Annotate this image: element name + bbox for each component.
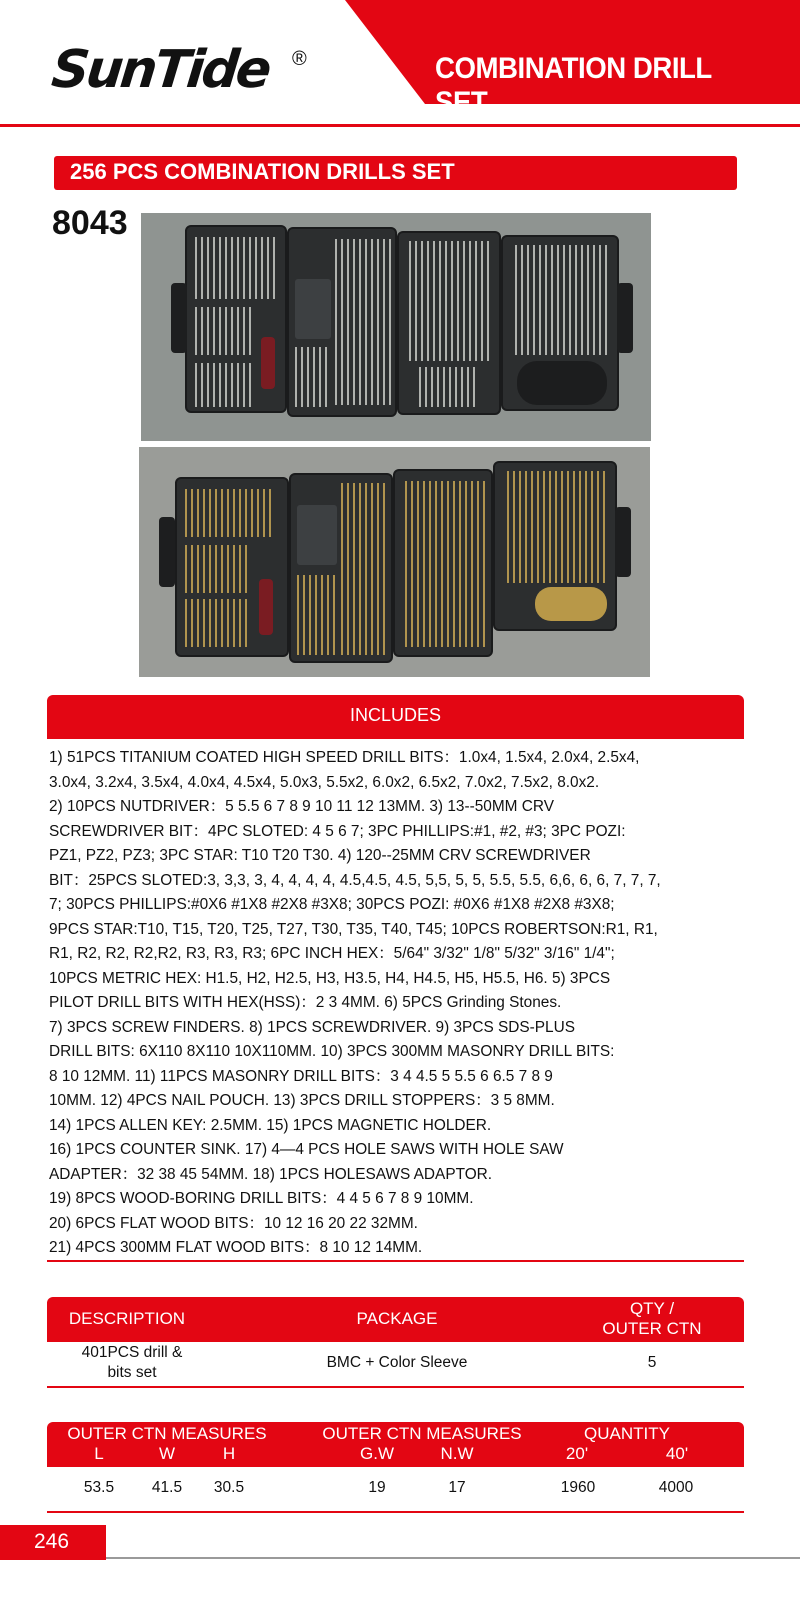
tool-case-panel xyxy=(185,225,287,413)
includes-line: PILOT DRILL BITS WITH HEX(HSS)：2 3 4MM. 6) 5PCS Grinding Stones. xyxy=(49,994,562,1011)
includes-line: 7) 3PCS SCREW FINDERS. 8) 1PCS SCREWDRIVER. 9) 3PCS SDS-PLUS xyxy=(49,1018,575,1036)
includes-line: 14) 1PCS ALLEN KEY: 2.5MM. 15) 1PCS MAGNETIC HOLDER. xyxy=(49,1116,492,1134)
package-table-header xyxy=(47,1297,744,1342)
includes-heading: INCLUDES xyxy=(47,695,744,739)
col-outer-weights: OUTER CTN MEASURES xyxy=(322,1424,522,1443)
includes-line: 3.0x4, 3.2x4, 3.5x4, 4.0x4, 4.5x4, 5.0x3, 5.5x2, 6.0x2, 6.5x2, 7.0x2, 7.5x2, 8.0x2. xyxy=(49,773,600,791)
tool-case-panel xyxy=(493,461,617,631)
carton-table-header xyxy=(47,1422,744,1467)
col-qty-line2: OUTER CTN xyxy=(602,1319,702,1338)
case-handle xyxy=(617,283,633,353)
case-handle xyxy=(159,517,175,587)
includes-line: 10PCS METRIC HEX: H1.5, H2, H2.5, H3, H3.5, H4, H4.5, H5, H5.5, H6. 5) 3PCS xyxy=(49,969,611,987)
page-header xyxy=(0,0,800,126)
cell-width: 41.5 xyxy=(151,1479,183,1496)
col-net-weight: N.W xyxy=(440,1444,474,1463)
cell-net-weight: 17 xyxy=(448,1479,466,1496)
registered-mark: ® xyxy=(292,48,307,70)
includes-list xyxy=(49,746,749,1261)
package-table-divider xyxy=(47,1386,744,1388)
table-row xyxy=(47,1342,744,1386)
includes-line: ADAPTER：32 38 45 54MM. 18) 1PCS HOLESAWS ADAPTOR. xyxy=(49,1165,493,1183)
col-qty-line1: QTY / xyxy=(629,1299,675,1318)
footer-divider xyxy=(106,1557,800,1559)
cell-description-line2: bits set xyxy=(107,1364,157,1381)
cell-20ft: 1960 xyxy=(560,1479,596,1496)
cell-gross-weight: 19 xyxy=(368,1479,386,1496)
cell-height: 30.5 xyxy=(213,1479,245,1496)
cell-qty: 5 xyxy=(647,1354,657,1371)
includes-line: 20) 6PCS FLAT WOOD BITS：10 12 16 20 22 32MM. xyxy=(49,1214,418,1232)
table-row xyxy=(47,1467,744,1511)
page-number: 246 xyxy=(0,1525,106,1560)
product-title-banner: 256 PCS COMBINATION DRILLS SET xyxy=(54,156,737,190)
cell-package: BMC + Color Sleeve xyxy=(326,1354,468,1371)
includes-line: 16) 1PCS COUNTER SINK. 17) 4—4 PCS HOLE SAWS WITH HOLE SAW xyxy=(49,1141,564,1158)
col-width: W xyxy=(158,1444,176,1463)
includes-line: 2) 10PCS NUTDRIVER：5 5.5 6 7 8 9 10 11 12 13MM. 3) 13--50MM CRV xyxy=(49,798,554,815)
col-description: DESCRIPTION xyxy=(68,1309,186,1328)
tool-case-panel xyxy=(289,473,393,663)
includes-line: 10MM. 12) 4PCS NAIL POUCH. 13) 3PCS DRILL STOPPERS：3 5 8MM. xyxy=(49,1092,555,1109)
col-40ft: 40' xyxy=(665,1444,689,1463)
carton-table-divider xyxy=(47,1511,744,1513)
model-number: 8043 xyxy=(52,204,128,242)
includes-line: 9PCS STAR:T10, T15, T20, T25, T27, T30, T35, T40, T45; 10PCS ROBERTSON:R1, R1, xyxy=(49,920,658,938)
includes-line: DRILL BITS: 6X110 8X110 10X110MM. 10) 3PCS 300MM MASONRY DRILL BITS: xyxy=(49,1043,615,1060)
brand-logo: SunTide xyxy=(48,40,272,100)
includes-line: BIT：25PCS SLOTED:3, 3,3, 3, 4, 4, 4, 4, 4.5,4.5, 4.5, 5,5, 5, 5, 5.5, 5.5, 6,6, 6, 6, 7, 7, 7, xyxy=(49,871,661,889)
includes-line: 19) 8PCS WOOD-BORING DRILL BITS：4 4 5 6 7 8 9 10MM. xyxy=(49,1190,474,1207)
product-photo-top xyxy=(141,213,651,441)
includes-line: 7; 30PCS PHILLIPS:#0X6 #1X8 #2X8 #3X8; 30PCS POZI: #0X6 #1X8 #2X8 #3X8; xyxy=(49,896,615,913)
includes-line: PZ1, PZ2, PZ3; 3PC STAR: T10 T20 T30. 4) 120--25MM CRV SCREWDRIVER xyxy=(49,847,591,864)
tool-case-panel xyxy=(287,227,397,417)
case-handle xyxy=(171,283,187,353)
includes-line: SCREWDRIVER BIT：4PC SLOTED: 4 5 6 7; 3PC PHILLIPS:#1, #2, #3; 3PC POZI: xyxy=(49,822,626,840)
col-package: PACKAGE xyxy=(356,1309,438,1328)
col-gross-weight: G.W xyxy=(360,1444,394,1463)
tool-case-panel xyxy=(501,235,619,411)
col-height: H xyxy=(222,1444,236,1463)
includes-divider xyxy=(47,1260,744,1262)
cell-description-line1: 401PCS drill & xyxy=(81,1344,183,1361)
col-length: L xyxy=(94,1444,104,1463)
includes-line: 8 10 12MM. 11) 11PCS MASONRY DRILL BITS：3 4 4.5 5 5.5 6 6.5 7 8 9 xyxy=(49,1067,553,1085)
header-divider xyxy=(0,124,800,127)
category-title: COMBINATION DRILL SET xyxy=(435,52,712,119)
col-quantity: QUANTITY xyxy=(584,1424,670,1443)
col-20ft: 20' xyxy=(565,1444,589,1463)
product-photo-bottom xyxy=(139,447,650,677)
tool-case-panel xyxy=(393,469,493,657)
tool-case-panel xyxy=(175,477,289,657)
case-handle xyxy=(615,507,631,577)
cell-40ft: 4000 xyxy=(658,1479,694,1496)
includes-line: R1, R2, R2, R2,R2, R3, R3, R3; 6PC INCH HEX：5/64" 3/32" 1/8" 5/32" 3/16" 1/4"; xyxy=(49,945,615,962)
includes-line: 1) 51PCS TITANIUM COATED HIGH SPEED DRILL BITS：1.0x4, 1.5x4, 2.0x4, 2.5x4, xyxy=(49,749,640,766)
col-outer-measures: OUTER CTN MEASURES xyxy=(67,1424,267,1443)
includes-line: 21) 4PCS 300MM FLAT WOOD BITS：8 10 12 14MM. xyxy=(49,1239,423,1256)
tool-case-panel xyxy=(397,231,501,415)
cell-length: 53.5 xyxy=(83,1479,115,1496)
